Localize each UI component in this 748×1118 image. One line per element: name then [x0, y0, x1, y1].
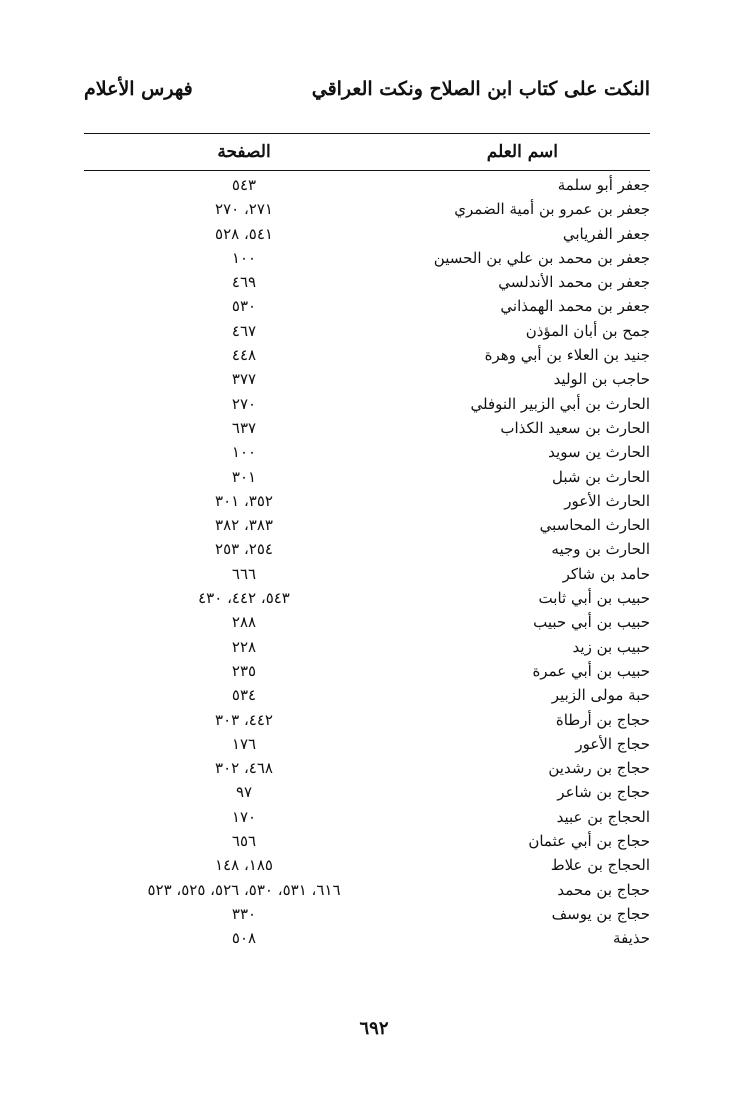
entry-pages: ٥٤٣ [231, 176, 257, 194]
entry-name: الحارث بن شبل [552, 467, 650, 486]
table-row [84, 393, 650, 417]
entry-name: حبيب بن أبي حبيب [533, 613, 650, 632]
entry-pages: ٤٤٢، ٣٠٣ [215, 710, 273, 729]
entry-pages: ٥٤٣، ٤٤٢، ٤٣٠ [198, 589, 290, 608]
entry-name: حاجب بن الوليد [553, 370, 650, 389]
entry-name: حجاج بن شاعر [557, 783, 650, 802]
entry-pages: ١٠٠ [231, 248, 257, 267]
entry-pages: ٢٧٠ [231, 394, 257, 413]
entry-name: جعفر أبو سلمة [557, 176, 650, 194]
entry-name: حبة مولى الزبير [551, 686, 650, 705]
table-row [84, 709, 650, 733]
table-row [84, 466, 650, 490]
entry-name: حجاج بن رشدين [548, 759, 650, 778]
table-row [84, 490, 650, 514]
column-header-page: الصفحة [217, 142, 271, 162]
entry-pages: ٢٧١، ٢٧٠ [215, 200, 273, 219]
entry-pages: ٥٣٤ [231, 686, 257, 705]
entry-name: الحجاج بن عبيد [556, 807, 650, 826]
entry-name: حجاج بن محمد [557, 880, 650, 899]
entry-pages: ٤٦٩ [231, 273, 257, 292]
entry-pages: ٢٨٨ [231, 613, 257, 632]
entry-name: جنيد بن العلاء بن أبي وهرة [484, 346, 650, 365]
entry-pages: ٥٣٠ [231, 297, 257, 316]
table-row [84, 174, 650, 198]
entry-pages: ٦١٦، ٥٣١، ٥٣٠، ٥٢٦، ٥٢٥، ٥٢٣ [147, 880, 341, 899]
entry-pages: ٢٥٤، ٢٥٣ [215, 540, 273, 559]
table-row [84, 587, 650, 611]
entry-pages: ٣٧٧ [231, 370, 257, 389]
table-row [84, 927, 650, 951]
table-row [84, 684, 650, 708]
entry-pages: ٢٢٨ [231, 637, 257, 656]
entry-name: جمح بن أبان المؤذن [525, 321, 650, 340]
entry-name: الحارث المحاسبي [539, 516, 650, 535]
entry-name: حبيب بن أبي عمرة [532, 661, 650, 680]
table-row [84, 660, 650, 684]
entry-pages: ٩٧ [235, 783, 253, 802]
entry-name: الحارث بن أبي الزبير النوفلي [470, 394, 650, 413]
table-row [84, 563, 650, 587]
table-row [84, 344, 650, 368]
table-row [84, 830, 650, 854]
entry-pages: ٤٦٧ [231, 321, 257, 340]
book-title: النكت على كتاب ابن الصلاح ونكت العراقي [311, 78, 650, 100]
header-divider [84, 133, 650, 134]
table-row [84, 368, 650, 392]
entry-name: حجاج بن أرطاة [555, 710, 650, 729]
table-row [84, 223, 650, 247]
entry-pages: ٥٤١، ٥٢٨ [215, 224, 273, 243]
table-row [84, 636, 650, 660]
entry-name: جعفر بن عمرو بن أمية الضمري [454, 200, 650, 219]
table-row [84, 903, 650, 927]
table-row [84, 441, 650, 465]
table-row [84, 806, 650, 830]
entry-pages: ١٧٠ [231, 807, 257, 826]
entry-pages: ٣٣٠ [231, 904, 257, 923]
table-row [84, 879, 650, 903]
section-title: فهرس الأعلام [84, 78, 193, 100]
entry-pages: ٥٠٨ [231, 929, 257, 948]
entry-name: الحجاج بن علاط [550, 856, 650, 875]
entry-pages: ١٠٠ [231, 443, 257, 462]
table-row [84, 757, 650, 781]
entry-pages: ٣٠١ [231, 467, 257, 486]
entry-name: حبيب بن أبي ثابت [538, 589, 650, 608]
table-row [84, 854, 650, 878]
entry-pages: ٦٦٦ [231, 564, 257, 583]
running-head [84, 78, 650, 108]
entry-name: الحارث ين سويد [548, 443, 650, 462]
column-header [84, 142, 650, 168]
index-table [84, 174, 650, 952]
entry-name: حبيب بن زيد [572, 637, 650, 656]
table-row [84, 320, 650, 344]
entry-name: حجاج بن أبي عثمان [528, 832, 650, 851]
table-row [84, 611, 650, 635]
table-row [84, 271, 650, 295]
entry-name: حذيفة [613, 929, 650, 948]
entry-name: الحارث الأعور [564, 491, 650, 510]
entry-name: جعفر الفريابي [562, 224, 650, 243]
entry-pages: ٢٣٥ [231, 661, 257, 680]
entry-name: حامد بن شاكر [562, 564, 650, 583]
table-row [84, 538, 650, 562]
entry-pages: ١٧٦ [231, 734, 257, 753]
entry-name: الحارث بن سعيد الكذاب [500, 418, 650, 437]
entry-pages: ٤٦٨، ٣٠٢ [215, 759, 273, 778]
table-row [84, 417, 650, 441]
entry-pages: ٤٤٨ [231, 346, 257, 365]
table-row [84, 781, 650, 805]
entry-pages: ٣٨٣، ٣٨٢ [215, 516, 273, 535]
entry-name: حجاج بن يوسف [551, 904, 650, 923]
page-number: ٦٩٢ [359, 1018, 389, 1039]
entry-name: حجاج الأعور [575, 734, 650, 753]
entry-pages: ٦٣٧ [231, 418, 257, 437]
entry-pages: ٣٥٢، ٣٠١ [215, 491, 273, 510]
entry-name: الحارث بن وجيه [551, 540, 650, 559]
column-header-name: اسم العلم [486, 142, 558, 162]
table-row [84, 198, 650, 222]
table-row [84, 514, 650, 538]
table-row [84, 247, 650, 271]
column-header-divider [84, 170, 650, 171]
table-row [84, 295, 650, 319]
table-row [84, 733, 650, 757]
entry-pages: ٦٥٦ [231, 832, 257, 851]
entry-name: جعفر بن محمد الهمذاني [500, 297, 650, 316]
entry-pages: ١٨٥، ١٤٨ [215, 856, 273, 875]
entry-name: جعفر بن محمد بن علي بن الحسين [433, 248, 650, 267]
entry-name: جعفر بن محمد الأندلسي [498, 273, 650, 292]
